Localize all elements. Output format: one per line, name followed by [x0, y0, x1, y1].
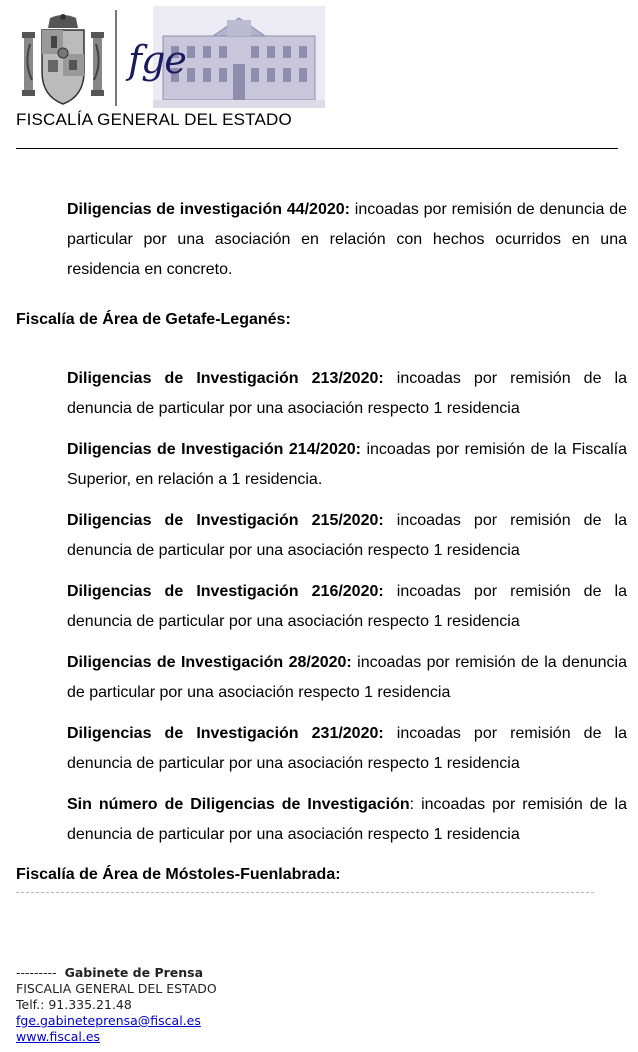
list-item: [67, 506, 627, 566]
item-text: incoadas por remisión de la Fiscalía Superior, en relación a 1 residencia.: [67, 441, 627, 488]
press-office-label: Gabinete de Prensa: [64, 965, 204, 980]
item-text: incoadas por remisión de la denuncia de particular por una asociación respecto 1 residencia: [67, 725, 628, 772]
item-title: Diligencias de Investigación 28/2020:: [67, 654, 352, 671]
footer-dashes: ---------: [16, 965, 57, 980]
intro-title: Diligencias de investigación 44/2020:: [67, 201, 350, 218]
email-link[interactable]: fge.gabineteprensa@fiscal.es: [16, 1013, 201, 1028]
list-item: [67, 577, 627, 637]
coat-of-arms-icon: [20, 14, 106, 108]
document-header: [0, 0, 638, 160]
item-title: Diligencias de Investigación 215/2020:: [67, 512, 384, 529]
item-text: incoadas por remisión de la denuncia de particular por una asociación respecto 1 residencia: [67, 512, 628, 559]
footer-org: FISCALIA GENERAL DEL ESTADO: [16, 981, 217, 996]
list-item: [67, 719, 627, 779]
item-text: incoadas por remisión de la denuncia de particular por una asociación respecto 1 residencia: [67, 583, 628, 630]
header-divider: [16, 148, 618, 149]
fge-logo: fge: [128, 38, 186, 82]
org-title: FISCALÍA GENERAL DEL ESTADO: [16, 110, 292, 129]
item-title: Sin número de Diligencias de Investigación: [67, 796, 410, 813]
item-text: incoadas por remisión de la denuncia de particular por una asociación respecto 1 residencia: [67, 370, 628, 417]
item-title: Diligencias de Investigación 231/2020:: [67, 725, 384, 742]
list-item: [67, 364, 627, 424]
item-text: incoadas por remisión de la denuncia de particular por una asociación respecto 1 residencia: [67, 654, 627, 701]
footer-phone: Telf.: 91.335.21.48: [16, 997, 132, 1012]
dashed-divider: [16, 892, 594, 893]
item-title: Diligencias de Investigación 216/2020:: [67, 583, 384, 600]
item-title: Diligencias de Investigación 214/2020:: [67, 441, 361, 458]
intro-text: incoadas por remisión de denuncia de particular por una asociación en relación con hechos ocurridos en una residencia en concreto.: [67, 201, 627, 278]
item-title: Diligencias de Investigación 213/2020:: [67, 370, 384, 387]
logo-divider: [115, 10, 117, 106]
intro-paragraph: [67, 195, 627, 285]
press-footer: [16, 965, 217, 1045]
item-text: : incoadas por remisión de la denuncia de particular por una asociación respecto 1 residencia: [67, 796, 628, 843]
list-item: [67, 648, 627, 708]
section-heading-getafe: Fiscalía de Área de Getafe-Leganés:: [16, 311, 291, 328]
section-heading-mostoles: Fiscalía de Área de Móstoles-Fuenlabrada:: [16, 866, 341, 883]
list-item: [67, 790, 627, 850]
list-item: [67, 435, 627, 495]
footer-press-line: [16, 965, 217, 981]
website-link[interactable]: www.fiscal.es: [16, 1029, 101, 1044]
